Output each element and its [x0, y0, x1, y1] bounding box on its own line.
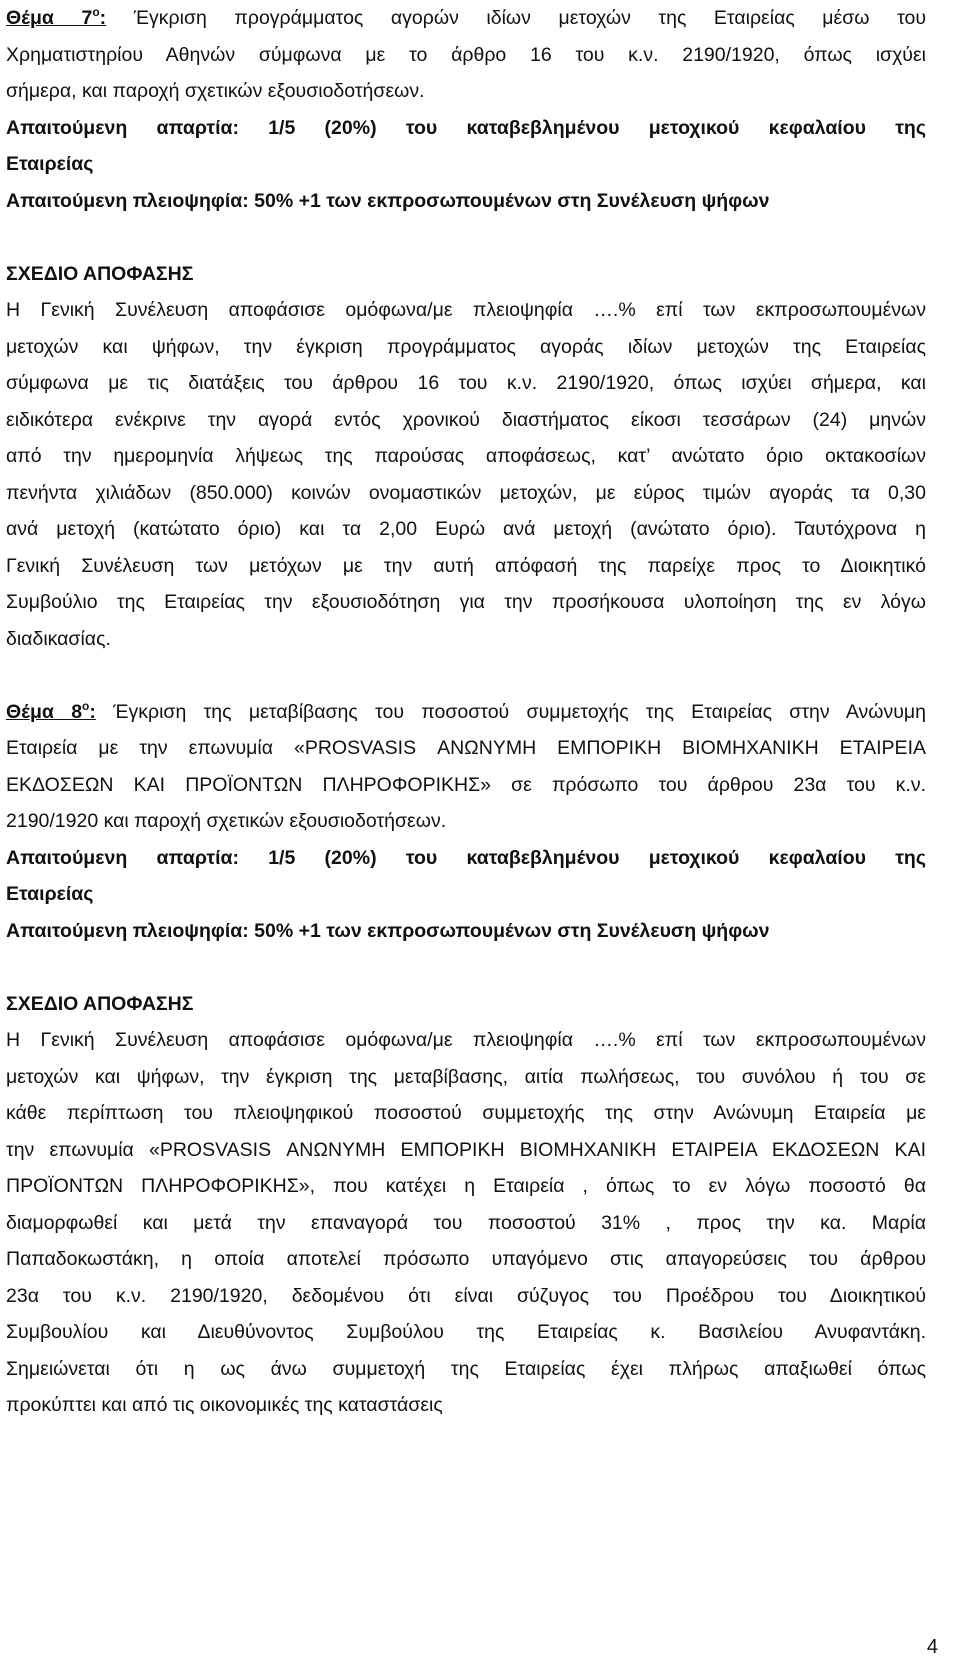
item7-decision-line-9: Συμβούλιο της Εταιρείας την εξουσιοδότηση για την προσήκουσα υλοποίηση της εν λόγω [6, 591, 926, 613]
item7-decision-line-8: Γενική Συνέλευση των μετόχων με την αυτή απόφασή της παρείχε προς το Διοικητικό [6, 554, 926, 577]
spacer [6, 219, 926, 256]
item8-title-line-1: Θέμα $8^o$: Έγκριση της μεταβίβασης του ποσοστού συμμετοχής της Εταιρείας στην Ανώνυμη [6, 698, 926, 723]
item8-decision-line-8: 23α του κ.ν. 2190/1920, δεδομένου ότι είναι σύζυγος του Προέδρου του Διοικητικού [6, 1284, 926, 1307]
spacer [6, 657, 926, 694]
item8-decision-line-2: μετοχών και ψήφων, την έγκριση της μεταβίβασης, αιτία πωλήσεως, του συνόλου ή του σε [6, 1065, 926, 1088]
item8-label: Θέμα $8^o$: [6, 698, 96, 723]
document-body [6, 0, 926, 1424]
item7-decision-line-5: από την ημερομηνία λήψεως της παρούσας αποφάσεως, κατ’ ανώτατο όριο οκτακοσίων [6, 445, 926, 467]
spacer [6, 949, 926, 986]
item8-draft-heading: ΣΧΕΔΙΟ ΑΠΟΦΑΣΗΣ [6, 992, 194, 1015]
item7-title-line-2: Χρηματιστηρίου Αθηνών σύμφωνα με το άρθρο 16 του κ.ν. 2190/1920, όπως ισχύει [6, 43, 926, 66]
item7-decision-line-10: διαδικασίας. [6, 627, 111, 650]
item7-quorum-line-1: Απαιτούμενη απαρτία: 1/5 (20%) του καταβεβλημένου μετοχικού κεφαλαίου της [6, 116, 926, 139]
item8-title-line-4: 2190/1920 και παροχή σχετικών εξουσιοδοτήσεων. [6, 810, 447, 832]
item7-title-line-3: σήμερα, και παροχή σχετικών εξουσιοδοτήσεων. [6, 80, 425, 102]
item8-title-line-3: ΕΚΔΟΣΕΩΝ ΚΑΙ ΠΡΟΪΟΝΤΩΝ ΠΛΗΡΟΦΟΡΙΚΗΣ» σε πρόσωπο του άρθρου 23α του κ.ν. [6, 773, 926, 796]
item8-decision-line-9: Συμβουλίου και Διευθύνοντος Συμβούλου της Εταιρείας κ. Βασιλείου Ανυφαντάκη. [6, 1321, 926, 1343]
item8-decision-line-10: Σημειώνεται ότι η ως άνω συμμετοχή της Εταιρείας έχει πλήρως απαξιωθεί όπως [6, 1357, 926, 1380]
item8-decision-line-11: προκύπτει και από τις οικονομικές της καταστάσεις [6, 1394, 443, 1416]
item7-decision-line-1: Η Γενική Συνέλευση αποφάσισε ομόφωνα/με πλειοψηφία ….% επί των εκπροσωπουμένων [6, 299, 926, 321]
item7-draft-heading: ΣΧΕΔΙΟ ΑΠΟΦΑΣΗΣ [6, 262, 194, 285]
item8-quorum-line-1: Απαιτούμενη απαρτία: 1/5 (20%) του καταβεβλημένου μετοχικού κεφαλαίου της [6, 846, 926, 869]
item7-decision-line-6: πενήντα χιλιάδων (850.000) κοινών ονομαστικών μετοχών, με εύρος τιμών αγοράς τα 0,30 [6, 481, 926, 504]
page-number: 4 [926, 1636, 938, 1658]
item8-decision-line-4: την επωνυμία «PROSVASIS ΑΝΩΝΥΜΗ ΕΜΠΟΡΙΚΗ ΒΙΟΜΗΧΑΝΙΚΗ ΕΤΑΙΡΕΙΑ ΕΚΔΟΣΕΩΝ ΚΑΙ [6, 1138, 926, 1161]
item8-decision-line-5: ΠΡΟΪΟΝΤΩΝ ΠΛΗΡΟΦΟΡΙΚΗΣ», που κατέχει η Εταιρεία , όπως το εν λόγω ποσοστό θα [6, 1175, 926, 1197]
item7-majority: Απαιτούμενη πλειοψηφία: 50% +1 των εκπροσωπουμένων στη Συνέλευση ψήφων [6, 189, 770, 212]
item8-quorum-line-2: Εταιρείας [6, 883, 94, 905]
item7-decision-line-2: μετοχών και ψήφων, την έγκριση προγράμματος αγοράς ιδίων μετοχών της Εταιρείας [6, 335, 926, 358]
item8-title-line-2: Εταιρεία με την επωνυμία «PROSVASIS ΑΝΩΝΥΜΗ ΕΜΠΟΡΙΚΗ ΒΙΟΜΗΧΑΝΙΚΗ ΕΤΑΙΡΕΙΑ [6, 737, 926, 759]
item8-decision-line-6: διαμορφωθεί και μετά την επαναγορά του ποσοστού 31% , προς την κα. Μαρία [6, 1211, 926, 1234]
item7-quorum-line-2: Εταιρείας [6, 153, 94, 175]
item8-decision-line-7: Παπαδοκωστάκη, η οποία αποτελεί πρόσωπο υπαγόμενο στις απαγορεύσεις του άρθρου [6, 1248, 926, 1270]
item7-label: Θέμα $7^o$: [6, 5, 107, 29]
item7-decision-line-7: ανά μετοχή (κατώτατο όριο) και τα 2,00 Ευρώ ανά μετοχή (ανώτατο όριο). Ταυτόχρονα η [6, 518, 926, 540]
item7-decision-line-3: σύμφωνα με τις διατάξεις του άρθρου 16 του κ.ν. 2190/1920, όπως ισχύει σήμερα, και [6, 372, 926, 394]
item7-decision-line-4: ειδικότερα ενέκρινε την αγορά εντός χρονικού διαστήματος είκοσι τεσσάρων (24) μηνών [6, 408, 926, 431]
item8-decision-line-3: κάθε περίπτωση του πλειοψηφικού ποσοστού συμμετοχής της στην Ανώνυμη Εταιρεία με [6, 1102, 926, 1124]
item8-decision-line-1: Η Γενική Συνέλευση αποφάσισε ομόφωνα/με πλειοψηφία ….% επί των εκπροσωπουμένων [6, 1029, 926, 1051]
item8-majority: Απαιτούμενη πλειοψηφία: 50% +1 των εκπροσωπουμένων στη Συνέλευση ψήφων [6, 919, 770, 942]
item7-title-line-1: Θέμα $7^o$: Έγκριση προγράμματος αγορών ιδίων μετοχών της Εταιρείας μέσω του [6, 5, 927, 29]
